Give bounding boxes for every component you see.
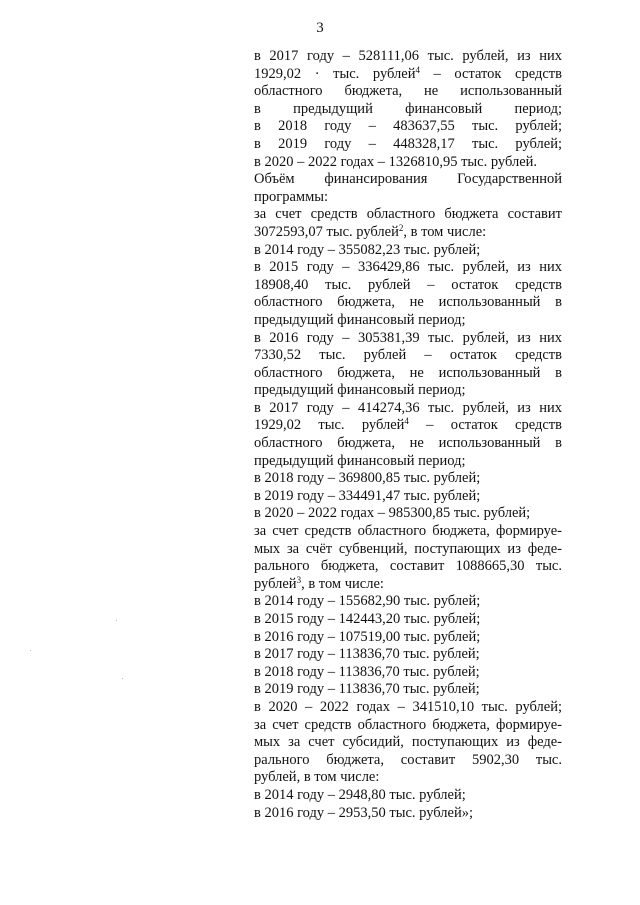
text-line	[254, 646, 562, 664]
line-text: в 2017 году – 113836,70 тыс. рублей;	[254, 646, 480, 663]
text-line	[254, 347, 562, 365]
line-text-tail: – остаток средств	[408, 417, 562, 434]
text-line	[254, 611, 562, 629]
text-line	[254, 48, 562, 66]
line-text-tail: – остаток средств	[419, 65, 562, 82]
text-line	[254, 242, 562, 260]
text-line	[254, 171, 562, 189]
text-line	[254, 382, 562, 400]
line-text: рублей, в том числе:	[254, 769, 380, 786]
scan-speck	[116, 620, 117, 621]
text-line	[254, 805, 562, 823]
text-line	[254, 294, 562, 312]
line-text: в 2014 году – 2948,80 тыс. рублей;	[254, 786, 466, 803]
footnote-marker: 3	[296, 575, 302, 585]
footnote-marker: 2	[398, 223, 404, 233]
line-text: в 2016 году – 2953,50 тыс. рублей»;	[254, 804, 474, 821]
line-text: в 2020 – 2022 годах – 1326810,95 тыс. рублей.	[254, 153, 538, 170]
text-line	[254, 752, 562, 770]
line-text: в 2018 году – 483637,55 тыс. рублей;	[254, 118, 562, 135]
text-line	[254, 136, 562, 154]
text-line	[254, 277, 562, 295]
text-line	[254, 400, 562, 418]
line-text: в 2015 году – 336429,86 тыс. рублей, из них	[254, 259, 562, 276]
footnote-marker: 4	[415, 65, 420, 75]
line-text: в 2014 году – 155682,90 тыс. рублей;	[254, 593, 481, 610]
line-text: в 2014 году – 355082,23 тыс. рублей;	[254, 241, 481, 258]
line-text: предыдущий финансовый период;	[254, 452, 466, 469]
text-line	[254, 453, 562, 471]
text-line	[254, 224, 562, 242]
line-text: в предыдущий финансовый период;	[254, 100, 562, 117]
text-line	[254, 435, 562, 453]
line-text: в 2019 году – 113836,70 тыс. рублей;	[254, 681, 480, 698]
line-text: Объём финансирования Государственной	[254, 171, 562, 188]
line-text: 3072593,07 тыс. рублей	[254, 223, 399, 240]
line-text: в 2020 – 2022 годах – 341510,10 тыс. рублей;	[254, 698, 562, 715]
text-line	[254, 365, 562, 383]
scan-speck	[122, 678, 123, 679]
line-text: 18908,40 тыс. рублей – остаток средств	[254, 276, 562, 293]
text-line	[254, 523, 562, 541]
line-text: в 2018 году – 369800,85 тыс. рублей;	[254, 470, 481, 487]
text-line	[254, 206, 562, 224]
line-text: рального бюджета, составит 5902,30 тыс.	[254, 751, 562, 768]
line-text: в 2017 году – 414274,36 тыс. рублей, из них	[254, 399, 562, 416]
line-text: предыдущий финансовый период;	[254, 311, 466, 328]
text-line	[254, 83, 562, 101]
text-line	[254, 259, 562, 277]
text-line	[254, 189, 562, 207]
text-line	[254, 312, 562, 330]
line-text: в 2016 году – 107519,00 тыс. рублей;	[254, 628, 481, 645]
footnote-marker: 4	[404, 417, 409, 427]
text-line	[254, 664, 562, 682]
line-text: программы:	[254, 188, 329, 205]
line-text: в 2020 – 2022 годах – 985300,85 тыс. рублей;	[254, 505, 531, 522]
text-line	[254, 787, 562, 805]
page-number: 3	[316, 20, 324, 36]
text-line	[254, 470, 562, 488]
text-line	[254, 629, 562, 647]
text-line	[254, 699, 562, 717]
line-text: в 2019 году – 448328,17 тыс. рублей;	[254, 135, 562, 152]
line-text: областного бюджета, не использованный в	[254, 294, 562, 311]
line-text: мых за счёт субвенций, поступающих из феде-	[254, 540, 562, 557]
text-line	[254, 154, 562, 172]
text-line	[254, 417, 562, 435]
text-line	[254, 118, 562, 136]
line-text: рублей	[254, 575, 297, 592]
text-line	[254, 66, 562, 84]
line-text: областного бюджета, не использованный	[254, 83, 562, 100]
line-text: областного бюджета, не использованный в	[254, 364, 562, 381]
text-line	[254, 558, 562, 576]
text-line	[254, 505, 562, 523]
text-line	[254, 488, 562, 506]
text-line	[254, 769, 562, 787]
line-text: 1929,02 · тыс. рублей	[254, 65, 416, 82]
line-text: 1929,02 тыс. рублей	[254, 417, 405, 434]
line-text: в 2015 году – 142443,20 тыс. рублей;	[254, 611, 481, 627]
line-text: в 2019 году – 334491,47 тыс. рублей;	[254, 487, 481, 504]
line-text: 7330,52 тыс. рублей – остаток средств	[254, 347, 562, 364]
line-text: за счет средств областного бюджета, формируе-	[254, 523, 562, 540]
document-body	[254, 48, 562, 822]
line-text-tail: , в том числе:	[403, 223, 487, 240]
line-text: мых за счет субсидий, поступающих из феде-	[254, 734, 562, 751]
text-line	[254, 593, 562, 611]
line-text: в 2017 году – 528111,06 тыс. рублей, из них	[254, 48, 562, 64]
text-line	[254, 681, 562, 699]
text-line	[254, 101, 562, 119]
line-text: в 2016 году – 305381,39 тыс. рублей, из них	[254, 329, 562, 346]
text-line	[254, 717, 562, 735]
text-line	[254, 576, 562, 594]
line-text: областного бюджета, не использованный в	[254, 435, 562, 452]
text-line	[254, 734, 562, 752]
line-text: предыдущий финансовый период;	[254, 382, 466, 399]
line-text-tail: , в том числе:	[301, 575, 384, 592]
line-text: за счет средств областного бюджета составит	[254, 206, 562, 223]
line-text: в 2018 году – 113836,70 тыс. рублей;	[254, 663, 480, 680]
line-text: за счет средств областного бюджета, формируе-	[254, 716, 562, 733]
scan-speck	[30, 650, 31, 651]
text-line	[254, 330, 562, 348]
text-line	[254, 541, 562, 559]
line-text: рального бюджета, составит 1088665,30 тыс.	[254, 558, 562, 575]
